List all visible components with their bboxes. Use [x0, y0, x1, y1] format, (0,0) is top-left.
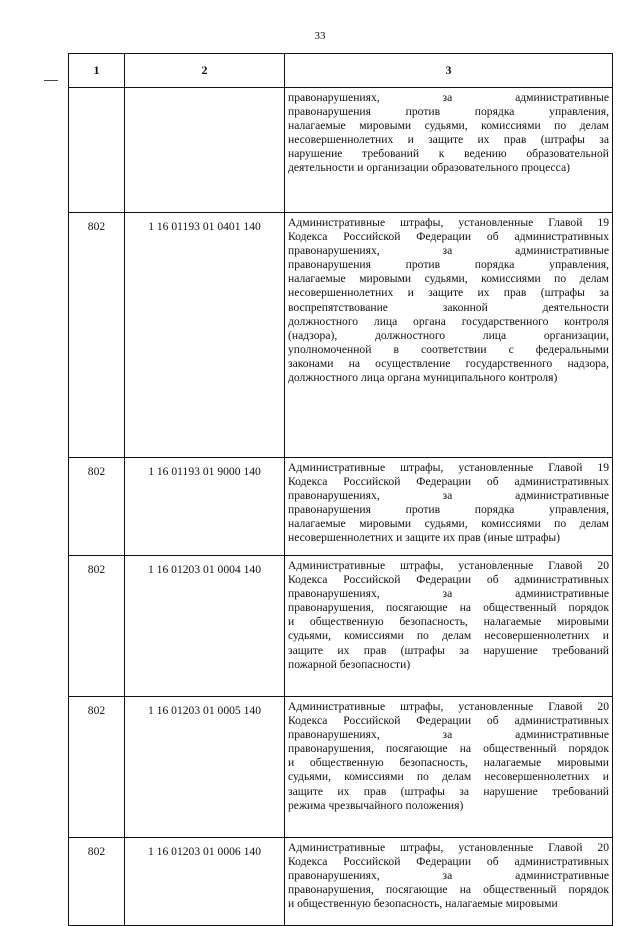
table-row	[69, 697, 613, 838]
table-row	[69, 213, 613, 458]
description-line: и общественную безопасность, налагаемые мировыми	[288, 897, 558, 911]
table-row	[69, 838, 613, 926]
margin-mark	[44, 80, 58, 81]
description-line: Административные штрафы, установленные Главой 20	[288, 700, 609, 713]
description-line: правонарушения, посягающие на общественный порядок	[288, 601, 609, 615]
budget-classification-code-cell: 1 16 01193 01 9000 140	[125, 458, 285, 556]
description-line: правонарушения, посягающие на общественный порядок	[288, 883, 609, 897]
description-line: и общественную безопасность, налагаемые мировыми	[288, 756, 609, 770]
description-line: Кодекса Российской Федерации об административных	[288, 855, 609, 869]
description-line: Кодекса Российской Федерации об административных	[288, 230, 609, 244]
income-description-cell	[285, 838, 613, 926]
description-line: правонарушениях, за административные	[288, 91, 609, 104]
income-description-cell	[285, 556, 613, 697]
page-number: 33	[314, 30, 326, 42]
table-header-row	[69, 54, 613, 88]
admin-code-cell	[69, 88, 125, 213]
description-line: судьями, комиссиями по делам несовершеннолетних и	[288, 770, 609, 784]
table-row	[69, 556, 613, 697]
description-line: уполномоченной в соответствии с федеральными	[288, 342, 609, 356]
description-line: правонарушения против порядка управления,	[288, 503, 609, 517]
table-row	[69, 88, 613, 213]
column-header-2: 2	[125, 54, 285, 88]
description-line: правонарушениях, за административные	[288, 587, 609, 601]
income-description-cell	[285, 458, 613, 556]
description-line: Кодекса Российской Федерации об административных	[288, 714, 609, 728]
admin-code-cell: 802	[69, 838, 125, 926]
description-line: деятельности и организации образовательного процесса)	[288, 161, 570, 175]
description-line: должностного лица органа муниципального контроля)	[288, 371, 558, 385]
admin-code-cell: 802	[69, 213, 125, 458]
description-line: правонарушения против порядка управления,	[288, 258, 609, 272]
budget-classification-code-cell: 1 16 01203 01 0005 140	[125, 697, 285, 838]
admin-code-cell: 802	[69, 556, 125, 697]
description-line: защите их прав (штрафы за нарушение требований	[288, 784, 609, 798]
description-line: правонарушения, посягающие на общественный порядок	[288, 742, 609, 756]
description-line: нарушение требований к ведению образовательной	[288, 147, 609, 161]
budget-classification-code-cell: 1 16 01193 01 0401 140	[125, 213, 285, 458]
budget-codes-table	[68, 53, 613, 926]
description-line: правонарушениях, за административные	[288, 728, 609, 742]
description-line: несовершеннолетних и защите их прав (штрафы за	[288, 133, 609, 147]
description-line: правонарушениях, за административные	[288, 244, 609, 258]
admin-code-cell: 802	[69, 458, 125, 556]
description-line: воспрепятствование законной деятельности	[288, 300, 609, 314]
table-row	[69, 458, 613, 556]
description-line: Кодекса Российской Федерации об административных	[288, 573, 609, 587]
description-line: несовершеннолетних и защите их прав (штрафы за	[288, 286, 609, 300]
description-line: правонарушениях, за административные	[288, 869, 609, 883]
description-line: Административные штрафы, установленные Главой 19	[288, 461, 609, 474]
budget-classification-code-cell: 1 16 01203 01 0004 140	[125, 556, 285, 697]
income-description-cell	[285, 213, 613, 458]
description-line: (надзора), должностного лица организации,	[288, 328, 609, 342]
admin-code-cell: 802	[69, 697, 125, 838]
description-line: Кодекса Российской Федерации об административных	[288, 475, 609, 489]
budget-classification-code-cell: 1 16 01203 01 0006 140	[125, 838, 285, 926]
description-line: судьями, комиссиями по делам несовершеннолетних и	[288, 629, 609, 643]
income-description-cell	[285, 88, 613, 213]
description-line: пожарной безопасности)	[288, 657, 411, 671]
description-line: Административные штрафы, установленные Главой 19	[288, 216, 609, 229]
column-header-3: 3	[285, 54, 613, 88]
description-line: налагаемые мировыми судьями, комиссиями по делам	[288, 119, 609, 133]
description-line: налагаемые мировыми судьями, комиссиями по делам	[288, 517, 609, 531]
description-line: законами на осуществление государственного надзора,	[288, 356, 609, 370]
column-header-1: 1	[69, 54, 125, 88]
income-description-cell	[285, 697, 613, 838]
budget-classification-code-cell	[125, 88, 285, 213]
description-line: правонарушения против порядка управления,	[288, 105, 609, 119]
description-line: правонарушениях, за административные	[288, 489, 609, 503]
description-line: несовершеннолетних и защите их прав (иные штрафы)	[288, 531, 560, 545]
table-body	[69, 88, 613, 926]
description-line: налагаемые мировыми судьями, комиссиями по делам	[288, 272, 609, 286]
description-line: Административные штрафы, установленные Главой 20	[288, 841, 609, 854]
description-line: и общественную безопасность, налагаемые мировыми	[288, 615, 609, 629]
description-line: режима чрезвычайного положения)	[288, 798, 464, 812]
description-line: Административные штрафы, установленные Главой 20	[288, 559, 609, 572]
description-line: должностного лица органа государственного контроля	[288, 314, 609, 328]
description-line: защите их прав (штрафы за нарушение требований	[288, 643, 609, 657]
